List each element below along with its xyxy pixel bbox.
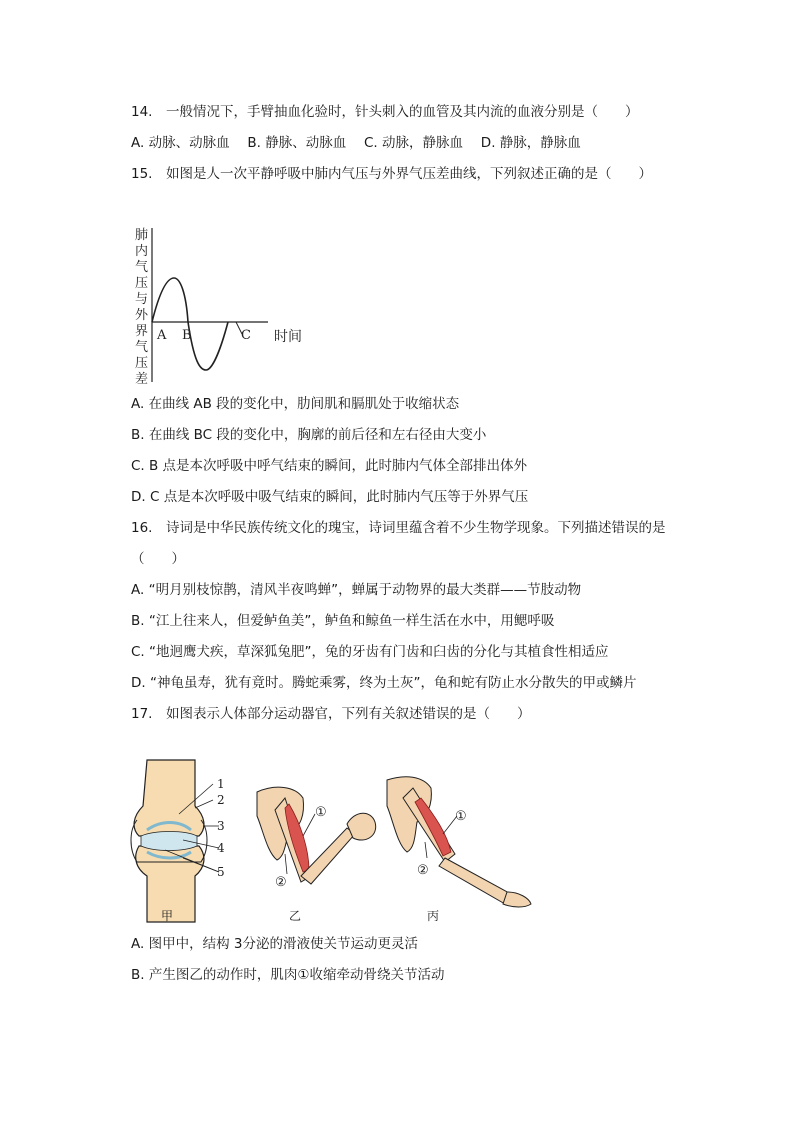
ylabel-char: 外 [135,308,149,323]
extended-arm-diagram [387,777,531,923]
forearm [301,828,355,884]
q16-option-a: A. “明月别枝惊鹊，清风半夜鸣蝉”，蝉属于动物界的最大类群——节肢动物 [131,582,582,598]
joint-number: 5 [217,865,225,879]
q17-stem: 17. 如图表示人体部分运动器官，下列有关叙述错误的是（ ） [131,706,531,722]
muscle-mark-1: ① [315,805,327,820]
caption-jia: 甲 [161,909,174,923]
point-b-label: B [182,328,192,343]
joint-number: 4 [217,841,225,855]
pressure-difference-graph [128,222,318,387]
q17-option-a: A. 图甲中，结构 3分泌的滑液使关节运动更灵活 [131,936,418,952]
q17-option-b: B. 产生图乙的动作时，肌肉①收缩牵动骨绕关节活动 [131,967,445,983]
triceps-muscle [415,798,451,856]
q16-stem: 16. 诗词是中华民族传统文化的瑰宝，诗词里蕴含着不少生物学现象。下列描述错误的是 [131,520,666,536]
caption-yi: 乙 [289,909,302,923]
hand [503,892,531,907]
ylabel-char: 气 [135,340,149,355]
joint-diagram [131,760,225,923]
q16-option-d: D. “神龟虽寿，犹有竟时。腾蛇乘雾，终为土灰”，龟和蛇有防止水分散失的甲或鳞片 [131,675,637,691]
point-a-label: A [157,328,167,343]
muscle-mark-1: ① [455,809,467,824]
ylabel-char: 与 [135,292,149,307]
muscle-mark-2: ② [275,875,287,890]
q16-paren: （ ） [131,551,185,567]
forearm [439,858,511,904]
q15-option-a: A. 在曲线 AB 段的变化中，肋间肌和膈肌处于收缩状态 [131,396,460,412]
pressure-curve [152,278,228,370]
joint-number: 2 [217,793,225,807]
point-c-label: C [241,328,251,343]
muscle-mark-2: ② [417,863,429,878]
q15-option-b: B. 在曲线 BC 段的变化中，胸廓的前后径和左右径由大变小 [131,427,487,443]
ylabel-char: 差 [135,372,149,387]
flexed-arm-diagram [257,787,376,923]
q14-stem: 14. 一般情况下，手臂抽血化验时，针头刺入的血管及其内流的血液分别是（ ） [131,104,639,120]
ylabel-char: 压 [135,356,149,371]
q15-option-c: C. B 点是本次呼吸中呼气结束的瞬间，此时肺内气体全部排出体外 [131,458,528,474]
q14-options: A. 动脉、动脉血 B. 静脉、动脉血 C. 动脉，静脉血 D. 静脉，静脉血 [131,135,581,151]
q16-option-b: B. “江上往来人，但爱鲈鱼美”，鲈鱼和鲸鱼一样生活在水中，用鳃呼吸 [131,613,555,629]
ylabel-char: 肺 [135,228,149,243]
q16-option-c: C. “地迥鹰犬疾，草深狐兔肥”，兔的牙齿有门齿和臼齿的分化与其植食性相适应 [131,644,609,660]
x-axis-label: 时间 [274,329,302,345]
ylabel-char: 气 [135,260,149,275]
motion-organs-figure [125,758,540,928]
caption-bing: 丙 [427,909,440,923]
q15-option-d: D. C 点是本次呼吸中吸气结束的瞬间，此时肺内气压等于外界气压 [131,489,529,505]
ylabel-char: 内 [135,244,149,259]
joint-number: 1 [217,777,225,791]
joint-number: 3 [217,819,225,833]
upper-bone [134,760,204,836]
ylabel-char: 压 [135,276,149,291]
ylabel-char: 界 [135,324,149,339]
q15-stem: 15. 如图是人一次平静呼吸中肺内气压与外界气压差曲线，下列叙述正确的是（ ） [131,166,652,182]
